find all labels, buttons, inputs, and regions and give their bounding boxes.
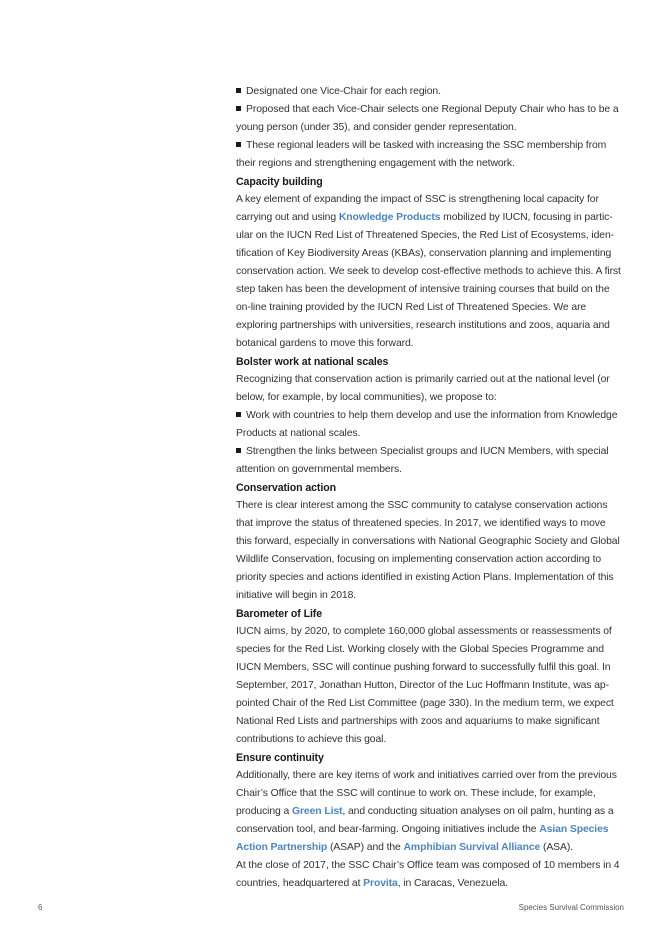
asap-link[interactable]: Asian Species Action Partnership (236, 824, 609, 853)
asa-link[interactable]: Amphibian Survival Alliance (403, 842, 541, 853)
barometer-paragraph: IUCN aims, by 2020, to complete 160,000 global assessments or reassessments of species for the Red List. Working closely with the Global Species Programme and IUCN Members, SSC will continue pushing forward to successfully fulfil this goal. In September, 2017, Jonathan Hutton, Director of the Luc Hoffmann Institute, was appointed Chair of the Red List Committee (page 330). In the medium term, we expect National Red Lists and partnerships with zoos and aquariums to make significant contributions to achieve this goal. (236, 626, 614, 745)
page-number: 6 (38, 903, 43, 912)
publication-title: Species Survival Commission (518, 903, 624, 912)
national-intro: Recognizing that conservation action is primarily carried out at the national level (or below, for example, by local communities), we propose to: (236, 374, 610, 403)
text-span: (ASAP) and the (327, 842, 404, 853)
text-span: , and conducting situation analyses on oil palm, hunting as a conservation tool, and bear-farming. Ongoing initiatives include the (236, 806, 614, 835)
text-span: At the close of 2017, the SSC Chair’s Office team was composed of 10 members in 4 countries, headquartered at (236, 860, 620, 889)
text-span: A key element of expanding the impact of SSC is strengthening local capacity for carrying out and using (236, 194, 599, 223)
knowledge-products-link[interactable]: Knowledge Products (338, 212, 441, 223)
continuity-paragraph (236, 767, 624, 857)
section-heading-conservation: Conservation action (236, 482, 336, 494)
team-paragraph (236, 857, 624, 893)
section-heading-capacity: Capacity building (236, 176, 323, 188)
bullet-item: These regional leaders will be tasked with increasing the SSC membership from their regions and strengthening engagement with the network. (236, 137, 624, 173)
provita-link[interactable]: Provita (363, 878, 398, 889)
section-heading-barometer: Barometer of Life (236, 608, 323, 620)
bullet-item: Work with countries to help them develop and use the information from Knowledge Products at national scales. (236, 407, 624, 443)
bullet-item: Strengthen the links between Specialist groups and IUCN Members, with special attention on governmental members. (236, 443, 624, 479)
conservation-paragraph: There is clear interest among the SSC community to catalyse conservation actions that improve the status of threatened species. In 2017, we identified ways to move this forward, especially in conversations with National Geographic Society and Global Wildlife Conservation, focusing on implementing conservation action according to priority species and actions identified in existing Action Plans. Implementation of this initiative will begin in 2018. (236, 500, 620, 601)
bullet-item: Designated one Vice-Chair for each region. (236, 83, 624, 101)
text-span: (ASA). (540, 842, 573, 853)
section-heading-national: Bolster work at national scales (236, 356, 389, 368)
text-span: mobilized by IUCN, focusing in particular on the IUCN Red List of Threatened Species, the Red List of Ecosystems, identification of Key Biodiversity Areas (KBAs), conservation planning and implementing conservation action. We seek to develop cost-effective methods to achieve this. A first step taken has been the development of intensive training courses that build on the on-line training provided by the IUCN Red List of Threatened Species. We are exploring partnerships with universities, research institutions and zoos, aquaria and botanical gardens to move this forward. (236, 212, 621, 349)
bullet-item: Proposed that each Vice-Chair selects one Regional Deputy Chair who has to be a young person (under 35), and consider gender representation. (236, 101, 624, 137)
article-column (236, 83, 624, 893)
text-span: Additionally, there are key items of work and initiatives carried over from the previous Chair’s Office that the SSC will continue to work on. These include, for example, producing a (236, 770, 617, 817)
section-heading-continuity: Ensure continuity (236, 752, 324, 764)
text-span: , in Caracas, Venezuela. (397, 878, 508, 889)
capacity-paragraph (236, 191, 624, 353)
green-list-link[interactable]: Green List (292, 806, 343, 817)
